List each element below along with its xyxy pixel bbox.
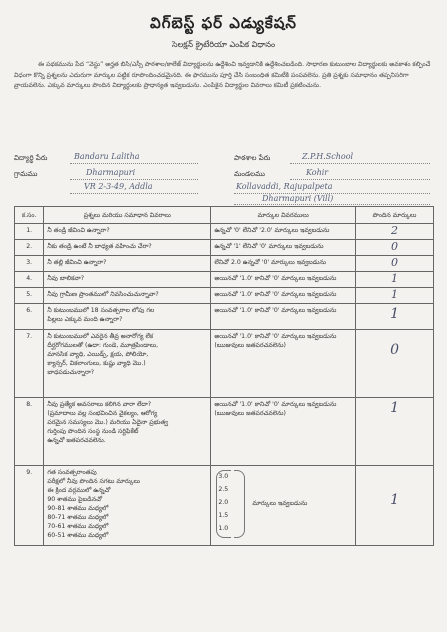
address-line-3-rule: [234, 204, 430, 205]
row-number: 6.: [15, 304, 44, 330]
row-question: నీ తండ్రి జీవించి ఉన్నారా?: [44, 224, 211, 240]
question-line: ఉన్నచో జతపరచవలెను.: [47, 437, 106, 444]
row-question: నీవు గ్రామీణ ప్రాంతములో నివసించుచున్నావా?: [44, 288, 211, 304]
row-number: 8.: [15, 398, 44, 466]
row-mark: [356, 240, 434, 256]
question-line: పరీక్షలో నీవు పొందిన సగటు మార్కులు: [47, 478, 141, 485]
table-row: [15, 330, 434, 398]
question-line: 70-61 శాతము మధ్యలో: [47, 523, 109, 530]
grade-values: [218, 470, 228, 535]
row-question: నీ తల్లి జీవించి ఉన్నారా?: [44, 256, 211, 272]
handwritten-mark: 0: [391, 240, 399, 253]
student-name-value: Bandaru Lalitha: [74, 152, 140, 161]
form-subtitle: సెలక్షన్ క్రైటేరియా ఎంపిక విధానం: [171, 40, 276, 49]
row-mark: [356, 466, 434, 546]
question-line: పిల్లలు ఎక్కువ మంది ఉన్నారా?: [47, 316, 123, 323]
question-line: నీవు ప్రత్యేక అవసరాలు కలిగిన వారా లేదా?: [47, 401, 152, 408]
row-criteria: ఉన్నచో '0' లేనిచో '2.0' మార్కులు ఇవ్వబడును: [211, 224, 356, 240]
form-title: విగ్‌బెస్ట్ ఫర్ ఎడ్యుకేషన్: [150, 14, 297, 32]
question-line: 60-51 శాతము మధ్యలో: [47, 532, 109, 539]
table-row: [15, 398, 434, 466]
handwritten-mark: 1: [390, 400, 399, 416]
row-question: [44, 398, 211, 466]
row-criteria: లేనిచో 2.0 ఉన్నచో '0' మార్కులు ఇవ్వబడును: [211, 256, 356, 272]
header-serial: క.సం.: [15, 207, 44, 224]
row-mark: [356, 288, 434, 304]
table-row: [15, 288, 434, 304]
row-number: 1.: [15, 224, 44, 240]
handwritten-mark: 1: [391, 272, 399, 285]
row-criteria: అయినచో '1.0' కానిచో '0' మార్కులు ఇవ్వబడును: [211, 304, 356, 330]
mandal-value: Kohir: [306, 168, 329, 177]
header-criteria: మార్కుల వివరములు: [211, 207, 356, 224]
intro-paragraph: ఈ పథకమును పేద “వెస్టు” అర్హత బిసి/ఎస్సీ పాఠశాల/కాలేజ్ విద్యార్థులను ఉద్దేశించి ఇవ్వడానికి ఉద్దేశించబడింది. సాధారణ కుటుంబాల విద్యార్థులకు అవకాశం కల్పించే విధంగా కొన్ని ప్రశ్నలను ఎదురుగా మార్కుల పట్టిక రూపొందించడమైనది. ఈ ఫారమును పూర్తి చేసి సంబంధిత కమిటీకి పంపవలెను. ప్రతి ప్రశ్నకు సమాధానం తప్పనిసరిగా వ్రాయవలెను. ఎక్కువ మార్కులు పొందిన విద్యార్థులకు ప్రాధాన్యత ఇవ్వబడును. ఎంపికైన విద్యార్థుల వివరాలు కమిటీ ప్రకటించును.: [14, 61, 431, 89]
question-line: 90 శాతము పైబడినచో: [47, 496, 103, 503]
school-name-label: పాఠశాల పేరు: [234, 154, 271, 162]
row-mark: [356, 256, 434, 272]
question-line: గత సంవత్సరాంతపు: [47, 469, 97, 476]
row-mark: [356, 304, 434, 330]
question-line: గుర్తింపు పొందిన సంస్థ నుండి సర్టిఫికేట్: [47, 428, 139, 435]
question-line: పరమైన సమస్యలు మొ.) మరియు ఏదైనా ప్రభుత్వ: [47, 419, 169, 426]
table-row: [15, 272, 434, 288]
row-question: [44, 304, 211, 330]
grade-value: 1.5: [218, 512, 229, 519]
mandal-label: మండలము: [234, 170, 265, 178]
address-line-2: Kollavaddi, Rajupalpeta: [236, 182, 333, 191]
row-number: 4.: [15, 272, 44, 288]
handwritten-mark: 0: [391, 256, 399, 269]
row-question: [44, 330, 211, 398]
handwritten-mark: 1: [391, 288, 399, 301]
address-line-1-rule: [70, 193, 198, 194]
grade-value: 2.5: [218, 486, 229, 493]
question-line: నీ కుటుంబములో 18 సంవత్సరాల లోపు గల: [47, 307, 155, 314]
grade-value: 2.0: [218, 499, 229, 506]
student-name-line: [70, 163, 198, 164]
row-number: 2.: [15, 240, 44, 256]
question-line: (ప్రమాదాలు వల్ల సంభవించిన వైకల్యం, ఆరోగ్య: [47, 410, 158, 417]
school-name-line: [290, 163, 430, 164]
question-line: 80-71 శాతము మధ్యలో: [47, 514, 109, 521]
question-line: నీ కుటుంబములో ఎవరైన తీవ్ర అనారోగ్య లేక: [47, 333, 154, 340]
row-mark: [356, 224, 434, 240]
row-question: [44, 466, 211, 546]
row-criteria: అయినచో '1.0' కానిచో '0' మార్కులు ఇవ్వబడును: [211, 288, 356, 304]
right-brace: [234, 470, 245, 538]
table-row: [15, 256, 434, 272]
row-criteria: అయినచో '1.0' కానిచో '0' మార్కులు ఇవ్వబడును (ఋజువులు జతపరచవలెను): [211, 330, 356, 398]
row-number: 5.: [15, 288, 44, 304]
school-name-value: Z.P.H.School: [302, 152, 354, 161]
row-criteria: ఉన్నచో '1' లేనిచో '0' మార్కులు ఇవ్వబడును: [211, 240, 356, 256]
table-row: [15, 304, 434, 330]
table-row: [15, 240, 434, 256]
header-marks: పొందిన మార్కులు: [356, 207, 434, 224]
question-line: ఈ క్రింద వర్గములో ఉన్నచో: [47, 487, 111, 494]
address-line-1: VR 2-3-49, Addla: [84, 182, 153, 191]
header-question: ప్రశ్నలు మరియు సమాధాన వివరాలు: [44, 207, 211, 224]
row-number: 7.: [15, 330, 44, 398]
table-row: [15, 224, 434, 240]
handwritten-mark: 2: [391, 224, 399, 237]
row-question: నీవు బాలికవా?: [44, 272, 211, 288]
grade-criteria-label: మార్కులు ఇవ్వబడును: [252, 500, 308, 507]
row-criteria: అయినచో '1.0' కానిచో '0' మార్కులు ఇవ్వబడును: [211, 272, 356, 288]
handwritten-mark: 1: [390, 306, 399, 322]
question-line: 90-81 శాతము మధ్యలో: [47, 505, 109, 512]
village-value: Dharmapuri: [86, 168, 136, 177]
table-row: [15, 466, 434, 546]
row-question: నీకు తండ్రి ఉంటే నీ బాధ్యత వహించు చేరా?: [44, 240, 211, 256]
mandal-line: [290, 179, 430, 180]
grade-bracket: [214, 468, 352, 540]
question-line: బాధపడుచున్నారా?: [47, 369, 95, 376]
village-label: గ్రామము: [14, 170, 38, 178]
row-number: 3.: [15, 256, 44, 272]
student-name-label: విద్యార్థి పేరు: [14, 154, 48, 162]
row-mark: [356, 330, 434, 398]
row-mark: [356, 398, 434, 466]
question-line: దీర్ఘరోగములతో (ఉదా: గుండె, మూత్రపిండాలు,: [47, 342, 159, 349]
table-header-row: [15, 207, 434, 224]
row-criteria: [211, 466, 356, 546]
grade-value: 1.0: [218, 525, 229, 532]
handwritten-mark: 1: [390, 492, 399, 508]
grade-value: 3.0: [218, 473, 229, 480]
question-line: మానసిక వ్యాధి, ఎయిడ్స్, క్షయ, పోలియో,: [47, 351, 149, 358]
handwritten-mark: 0: [390, 342, 399, 358]
question-line: క్యాన్సర్, వికలాంగులు, కుష్టు వ్యాధి మొ.): [47, 360, 146, 367]
row-mark: [356, 272, 434, 288]
village-line: [70, 179, 198, 180]
row-number: 9.: [15, 466, 44, 546]
row-criteria: అయినచో '1.0' కానిచో '0' మార్కులు ఇవ్వబడును (ఋజువులు జతపరచవలెను): [211, 398, 356, 466]
marks-table: [14, 206, 434, 546]
address-line-3: Dharmapuri (Vill): [262, 194, 334, 203]
